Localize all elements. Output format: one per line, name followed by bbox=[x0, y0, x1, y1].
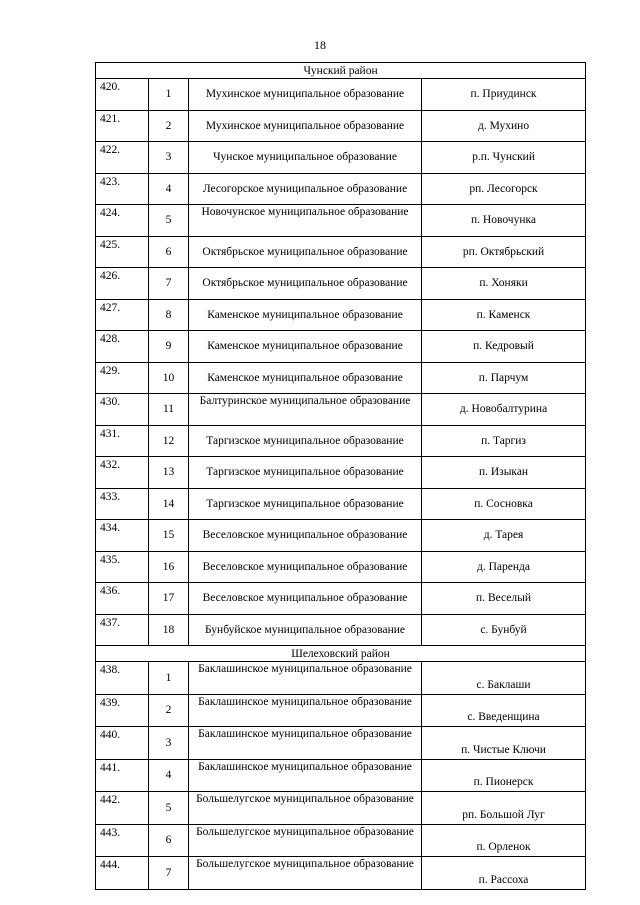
row-number: 420. bbox=[96, 79, 149, 111]
row-index: 11 bbox=[149, 394, 189, 426]
municipality-name: Большелугское муниципальное образование bbox=[189, 824, 422, 857]
row-index: 7 bbox=[149, 857, 189, 890]
settlement-name: рп. Октябрьский bbox=[422, 236, 586, 268]
row-number: 433. bbox=[96, 488, 149, 520]
row-number: 441. bbox=[96, 759, 149, 792]
settlement-name: д. Мухино bbox=[422, 110, 586, 142]
municipality-name: Таргизское муниципальное образование bbox=[189, 488, 422, 520]
row-index: 3 bbox=[149, 727, 189, 760]
row-index: 9 bbox=[149, 331, 189, 363]
settlement-name: п. Каменск bbox=[422, 299, 586, 331]
table-row bbox=[96, 520, 586, 552]
page-number: 18 bbox=[314, 38, 326, 52]
row-index: 15 bbox=[149, 520, 189, 552]
municipality-name: Мухинское муниципальное образование bbox=[189, 79, 422, 111]
settlement-name: с. Введенщина bbox=[422, 694, 586, 727]
municipality-name: Каменское муниципальное образование bbox=[189, 299, 422, 331]
table-row bbox=[96, 457, 586, 489]
table-row bbox=[96, 792, 586, 825]
municipality-name: Веселовское муниципальное образование bbox=[189, 583, 422, 615]
table-row bbox=[96, 299, 586, 331]
row-number: 426. bbox=[96, 268, 149, 300]
row-index: 5 bbox=[149, 792, 189, 825]
settlement-name: п. Новочунка bbox=[422, 205, 586, 237]
settlement-name: п. Кедровый bbox=[422, 331, 586, 363]
row-number: 432. bbox=[96, 457, 149, 489]
settlement-name: п. Хоняки bbox=[422, 268, 586, 300]
row-number: 435. bbox=[96, 551, 149, 583]
municipality-name: Таргизское муниципальное образование bbox=[189, 457, 422, 489]
settlement-name: п. Орленок bbox=[422, 824, 586, 857]
row-number: 442. bbox=[96, 792, 149, 825]
district-title: Чунский район bbox=[96, 63, 586, 79]
row-number: 439. bbox=[96, 694, 149, 727]
settlement-name: п. Парчум bbox=[422, 362, 586, 394]
municipality-name: Большелугское муниципальное образование bbox=[189, 792, 422, 825]
settlement-name: п. Рассоха bbox=[422, 857, 586, 890]
row-number: 438. bbox=[96, 662, 149, 695]
settlement-name: п. Чистые Ключи bbox=[422, 727, 586, 760]
row-number: 443. bbox=[96, 824, 149, 857]
row-number: 444. bbox=[96, 857, 149, 890]
row-index: 2 bbox=[149, 110, 189, 142]
table-row bbox=[96, 551, 586, 583]
municipality-name: Октябрьское муниципальное образование bbox=[189, 268, 422, 300]
table-body bbox=[96, 63, 586, 890]
table-row bbox=[96, 173, 586, 205]
row-number: 437. bbox=[96, 614, 149, 646]
municipality-name: Большелугское муниципальное образование bbox=[189, 857, 422, 890]
municipality-name: Баклашинское муниципальное образование bbox=[189, 727, 422, 760]
table-row bbox=[96, 394, 586, 426]
table-row bbox=[96, 583, 586, 615]
settlement-name: с. Бунбуй bbox=[422, 614, 586, 646]
table-row bbox=[96, 79, 586, 111]
table-row bbox=[96, 425, 586, 457]
row-index: 10 bbox=[149, 362, 189, 394]
row-index: 7 bbox=[149, 268, 189, 300]
row-index: 1 bbox=[149, 79, 189, 111]
row-number: 434. bbox=[96, 520, 149, 552]
row-number: 421. bbox=[96, 110, 149, 142]
municipality-name: Новочунское муниципальное образование bbox=[189, 205, 422, 237]
row-number: 430. bbox=[96, 394, 149, 426]
table-row bbox=[96, 614, 586, 646]
row-number: 425. bbox=[96, 236, 149, 268]
table-row bbox=[96, 205, 586, 237]
row-index: 14 bbox=[149, 488, 189, 520]
settlement-name: п. Веселый bbox=[422, 583, 586, 615]
table-row bbox=[96, 824, 586, 857]
settlement-name: д. Тарея bbox=[422, 520, 586, 552]
table-row bbox=[96, 362, 586, 394]
municipality-name: Чунское муниципальное образование bbox=[189, 142, 422, 174]
municipality-name: Баклашинское муниципальное образование bbox=[189, 759, 422, 792]
municipality-name: Лесогорское муниципальное образование bbox=[189, 173, 422, 205]
settlement-name: рп. Лесогорск bbox=[422, 173, 586, 205]
settlement-name: д. Новобалтурина bbox=[422, 394, 586, 426]
table-row bbox=[96, 142, 586, 174]
row-index: 16 bbox=[149, 551, 189, 583]
row-number: 431. bbox=[96, 425, 149, 457]
settlement-name: п. Пионерск bbox=[422, 759, 586, 792]
settlement-name: рп. Большой Луг bbox=[422, 792, 586, 825]
municipality-name: Таргизское муниципальное образование bbox=[189, 425, 422, 457]
table-row bbox=[96, 110, 586, 142]
row-number: 429. bbox=[96, 362, 149, 394]
row-index: 3 bbox=[149, 142, 189, 174]
municipality-name: Мухинское муниципальное образование bbox=[189, 110, 422, 142]
row-number: 422. bbox=[96, 142, 149, 174]
row-number: 436. bbox=[96, 583, 149, 615]
district-header-row bbox=[96, 646, 586, 662]
row-index: 5 bbox=[149, 205, 189, 237]
table-row bbox=[96, 694, 586, 727]
row-number: 424. bbox=[96, 205, 149, 237]
settlements-table bbox=[95, 62, 586, 890]
table-row bbox=[96, 759, 586, 792]
settlement-name: п. Приудинск bbox=[422, 79, 586, 111]
table-row bbox=[96, 331, 586, 363]
row-index: 6 bbox=[149, 824, 189, 857]
row-index: 8 bbox=[149, 299, 189, 331]
row-index: 4 bbox=[149, 173, 189, 205]
table-row bbox=[96, 268, 586, 300]
district-title: Шелеховский район bbox=[96, 646, 586, 662]
table-row bbox=[96, 236, 586, 268]
row-index: 18 bbox=[149, 614, 189, 646]
municipality-name: Бунбуйское муниципальное образование bbox=[189, 614, 422, 646]
row-number: 428. bbox=[96, 331, 149, 363]
row-index: 6 bbox=[149, 236, 189, 268]
row-index: 4 bbox=[149, 759, 189, 792]
municipality-name: Баклашинское муниципальное образование bbox=[189, 694, 422, 727]
municipality-name: Каменское муниципальное образование bbox=[189, 362, 422, 394]
municipality-name: Каменское муниципальное образование bbox=[189, 331, 422, 363]
municipality-name: Балтуринское муниципальное образование bbox=[189, 394, 422, 426]
table-row bbox=[96, 727, 586, 760]
settlement-name: п. Таргиз bbox=[422, 425, 586, 457]
table-row bbox=[96, 857, 586, 890]
municipality-name: Октябрьское муниципальное образование bbox=[189, 236, 422, 268]
row-number: 423. bbox=[96, 173, 149, 205]
row-number: 440. bbox=[96, 727, 149, 760]
settlement-name: р.п. Чунский bbox=[422, 142, 586, 174]
settlement-name: д. Паренда bbox=[422, 551, 586, 583]
settlement-name: с. Баклаши bbox=[422, 662, 586, 695]
table-row bbox=[96, 662, 586, 695]
settlement-name: п. Сосновка bbox=[422, 488, 586, 520]
row-index: 1 bbox=[149, 662, 189, 695]
settlement-name: п. Изыкан bbox=[422, 457, 586, 489]
row-index: 13 bbox=[149, 457, 189, 489]
municipality-name: Веселовское муниципальное образование bbox=[189, 520, 422, 552]
municipality-name: Баклашинское муниципальное образование bbox=[189, 662, 422, 695]
row-index: 2 bbox=[149, 694, 189, 727]
row-index: 12 bbox=[149, 425, 189, 457]
row-index: 17 bbox=[149, 583, 189, 615]
table-row bbox=[96, 488, 586, 520]
municipality-name: Веселовское муниципальное образование bbox=[189, 551, 422, 583]
row-number: 427. bbox=[96, 299, 149, 331]
district-header-row bbox=[96, 63, 586, 79]
